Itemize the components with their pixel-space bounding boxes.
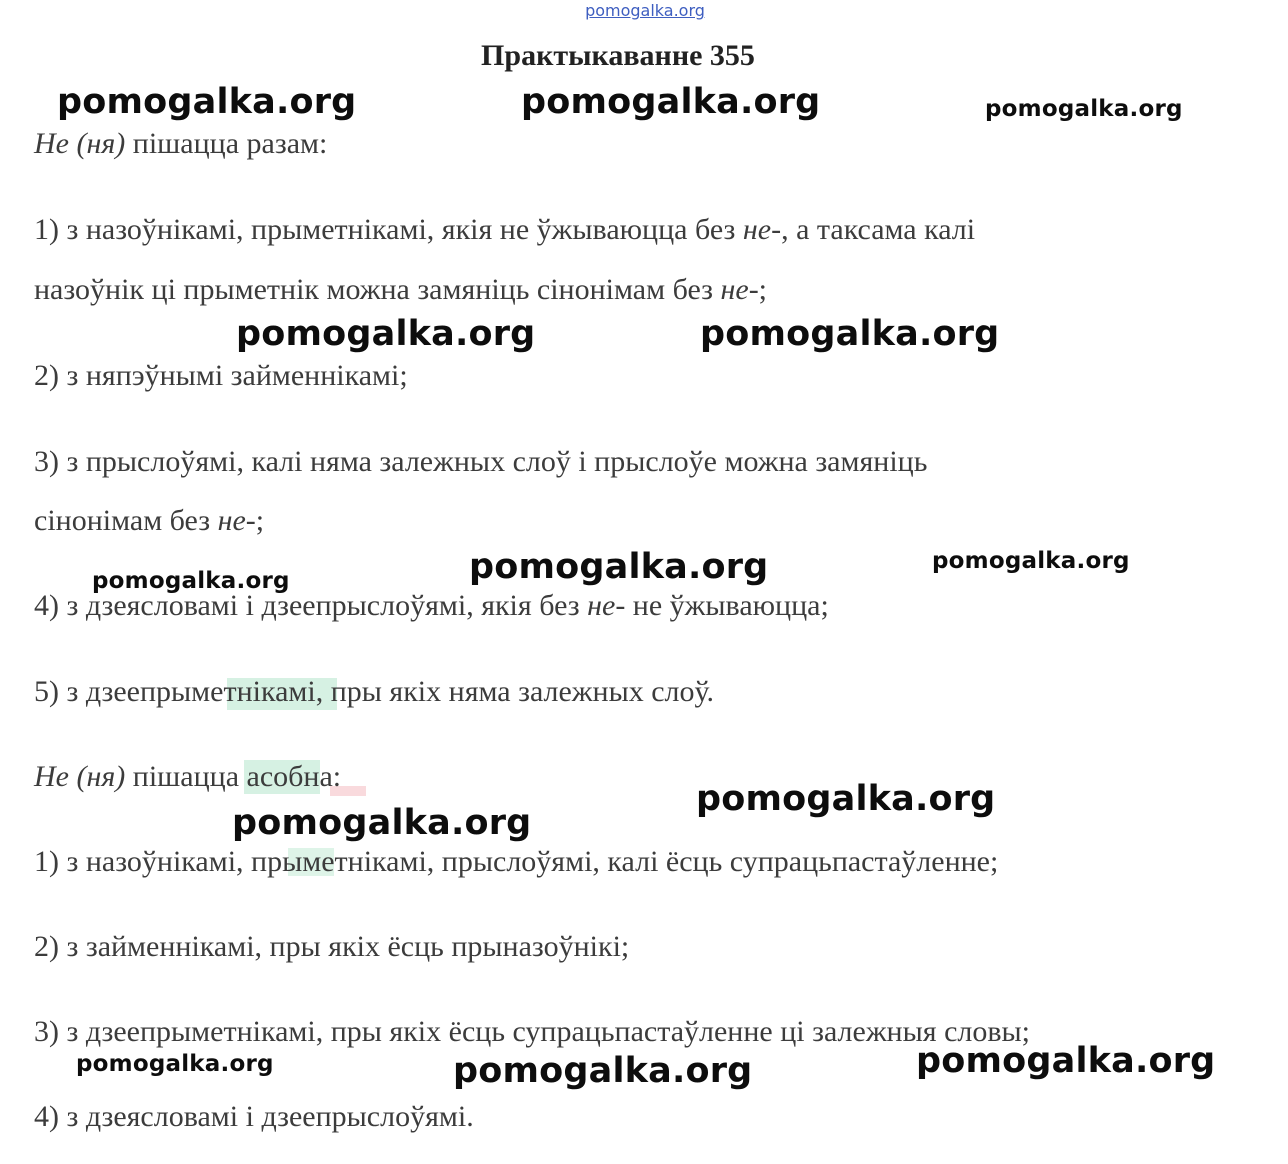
watermark: pomogalka.org bbox=[696, 779, 996, 819]
page-title: Практыкаванне 355 bbox=[481, 39, 755, 72]
rule-item-1-separate: 1) з назоўнікамі, прыметнікамі, прыслоўямі, калі ёсць супрацьпастаўленне; bbox=[34, 845, 999, 878]
watermark: pomogalka.org bbox=[916, 1041, 1216, 1081]
rule-item-3-line-2 bbox=[34, 503, 264, 539]
watermark: pomogalka.org bbox=[92, 568, 290, 594]
rule-item-3-separate: 3) з дзеепрыметнікамі, пры якіх ёсць супрацьпастаўленне ці залежныя словы; bbox=[34, 1015, 1031, 1048]
rule-item-2-separate: 2) з займеннікамі, пры якіх ёсць прыназоўнікі; bbox=[34, 930, 630, 963]
rule-particle: не bbox=[742, 213, 772, 246]
watermark: pomogalka.org bbox=[469, 547, 769, 587]
rule-text: 4) з дзеясловамі і дзеепрыслоўямі, якія без bbox=[34, 589, 588, 622]
rule-text: -; bbox=[748, 273, 768, 306]
watermark: pomogalka.org bbox=[57, 82, 357, 122]
rule-item-1-line-2 bbox=[34, 272, 767, 308]
rule-particle: не bbox=[720, 273, 749, 306]
heading-text: пішацца асобна: bbox=[125, 760, 342, 793]
rule-text: -, а таксама калі bbox=[771, 213, 976, 246]
watermark: pomogalka.org bbox=[932, 548, 1130, 574]
rule-text: - не ўжываюцца; bbox=[615, 589, 829, 622]
watermark: pomogalka.org bbox=[76, 1051, 274, 1077]
rule-text: 1) з назоўнікамі, прыметнікамі, якія не ўжываюцца без bbox=[34, 213, 743, 246]
watermark-link-top[interactable]: pomogalka.org bbox=[585, 1, 705, 20]
rule-item-1-line-1 bbox=[34, 212, 975, 248]
heading-particle: Не (ня) bbox=[34, 127, 126, 160]
rule-particle: не bbox=[217, 504, 246, 537]
watermark: pomogalka.org bbox=[236, 314, 536, 354]
watermark: pomogalka.org bbox=[985, 96, 1183, 122]
rule-item-4-separate: 4) з дзеясловамі і дзеепрыслоўямі. bbox=[34, 1100, 474, 1133]
rule-text: сінонімам без bbox=[34, 504, 218, 537]
rule-text: -; bbox=[245, 504, 265, 537]
rule-item-2: 2) з няпэўнымі займеннікамі; bbox=[34, 359, 408, 392]
rule-particle: не bbox=[587, 589, 616, 622]
rule-item-3-line-1: 3) з прыслоўямі, калі няма залежных слоў і прыслоўе можна замяніць bbox=[34, 445, 928, 478]
heading-text: пішацца разам: bbox=[125, 127, 328, 160]
watermark: pomogalka.org bbox=[232, 803, 532, 843]
rule-item-5: 5) з дзеепрыметнікамі, пры якіх няма залежных слоў. bbox=[34, 675, 715, 708]
section-heading-together bbox=[34, 126, 327, 162]
heading-particle: Не (ня) bbox=[34, 760, 126, 793]
section-heading-separate bbox=[34, 759, 341, 795]
rule-text: назоўнік ці прыметнік можна замяніць сінонімам без bbox=[34, 273, 721, 306]
watermark: pomogalka.org bbox=[521, 82, 821, 122]
watermark: pomogalka.org bbox=[453, 1051, 753, 1091]
watermark: pomogalka.org bbox=[700, 314, 1000, 354]
